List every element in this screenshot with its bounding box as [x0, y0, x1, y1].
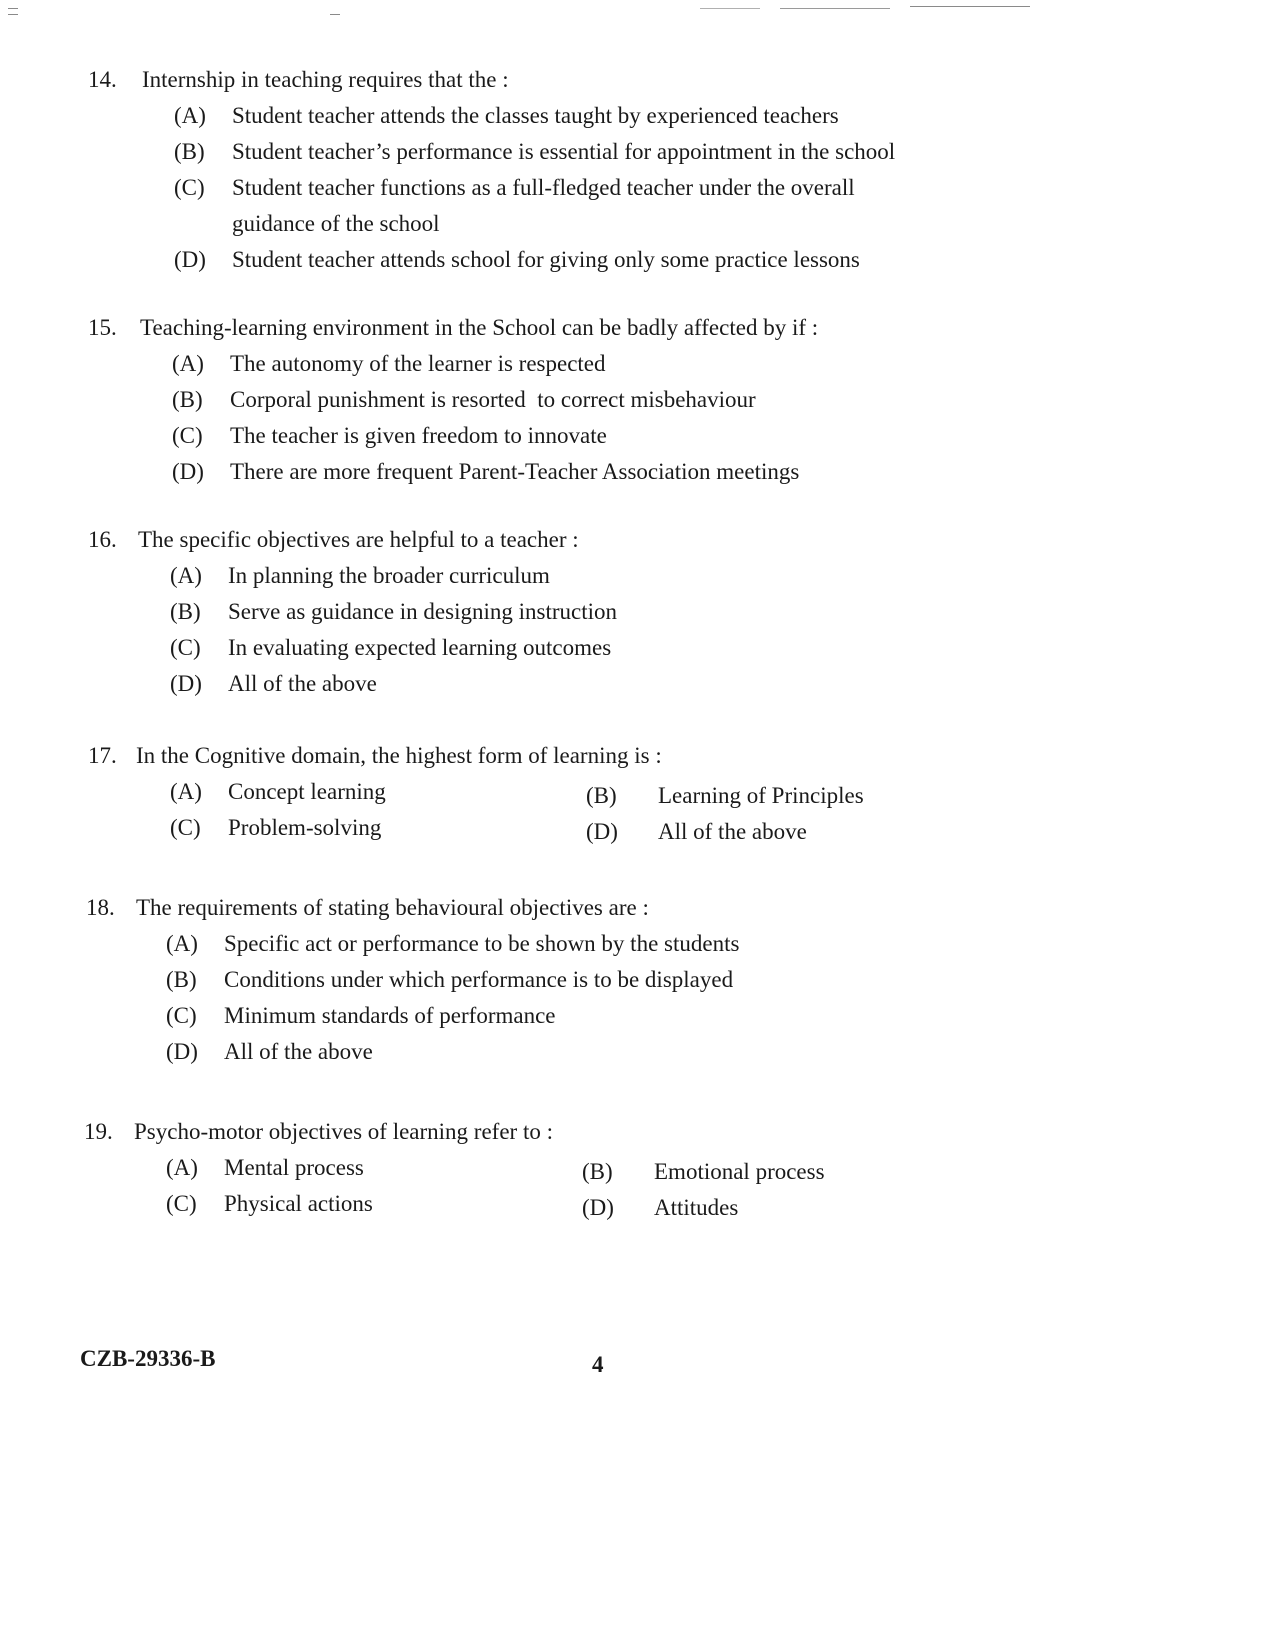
- question-14: [88, 62, 1048, 278]
- option-text: Student teacher’s performance is essential for appointment in the school: [232, 139, 896, 164]
- option-letter: (C): [166, 1191, 197, 1216]
- question-text: The specific objectives are helpful to a teacher :: [138, 527, 579, 552]
- option-text: Learning of Principles: [658, 783, 864, 808]
- question-text: The requirements of stating behavioural objectives are :: [136, 895, 649, 920]
- option-d: [88, 666, 1048, 702]
- scan-artifact-line: [330, 14, 340, 15]
- question-text: In the Cognitive domain, the highest form of learning is :: [136, 743, 662, 768]
- question-18: [88, 890, 1048, 1070]
- option-letter: (C): [170, 815, 201, 840]
- scan-artifact-line: [8, 8, 18, 9]
- option-letter: (D): [586, 819, 618, 844]
- option-c: [88, 998, 1048, 1034]
- question-number: 17.: [88, 743, 117, 768]
- scan-artifact-line: [8, 14, 18, 15]
- option-list: [88, 346, 1048, 490]
- question-number: 15.: [88, 315, 117, 340]
- option-letter: (A): [172, 351, 204, 376]
- option-letter: (B): [582, 1159, 613, 1184]
- option-letter: (B): [586, 783, 617, 808]
- question-stem: [88, 522, 1048, 558]
- option-letter: (B): [166, 967, 197, 992]
- option-text: Problem-solving: [228, 815, 382, 840]
- option-row: [88, 810, 1048, 846]
- option-d: [88, 1034, 1048, 1070]
- question-number: 18.: [86, 895, 115, 920]
- option-letter: (C): [172, 423, 203, 448]
- option-letter: (C): [170, 635, 201, 660]
- option-text: All of the above: [658, 819, 807, 844]
- option-letter: (B): [170, 599, 201, 624]
- option-text: All of the above: [224, 1039, 373, 1064]
- option-text: Conditions under which performance is to be displayed: [224, 967, 734, 992]
- option-letter: (D): [174, 247, 206, 272]
- option-text: Mental process: [224, 1155, 364, 1180]
- option-letter: (A): [170, 563, 202, 588]
- option-b: [88, 134, 1048, 170]
- option-text: Specific act or performance to be shown by the students: [224, 931, 740, 956]
- option-letter: (C): [166, 1003, 197, 1028]
- option-text: Minimum standards of performance: [224, 1003, 556, 1028]
- option-c: [88, 170, 1048, 242]
- option-text: The autonomy of the learner is respected: [230, 351, 606, 376]
- option-letter: (D): [170, 671, 202, 696]
- option-d: [88, 242, 1048, 278]
- question-number: 19.: [84, 1119, 113, 1144]
- question-stem: [88, 890, 1048, 926]
- option-letter: (A): [174, 103, 206, 128]
- question-17: [88, 738, 1048, 846]
- option-list: [88, 98, 1048, 278]
- option-b: [88, 594, 1048, 630]
- option-a: [88, 558, 1048, 594]
- option-text: There are more frequent Parent-Teacher Association meetings: [230, 459, 800, 484]
- question-stem: [88, 310, 1048, 346]
- question-text: Internship in teaching requires that the :: [142, 67, 509, 92]
- option-text: The teacher is given freedom to innovate: [230, 423, 607, 448]
- option-text: Corporal punishment is resorted to correct misbehaviour: [230, 387, 756, 412]
- option-text: Student teacher attends school for giving only some practice lessons: [232, 247, 860, 272]
- option-text: Serve as guidance in designing instruction: [228, 599, 618, 624]
- option-c: [88, 630, 1048, 666]
- option-letter: (B): [172, 387, 203, 412]
- question-number: 16.: [88, 527, 117, 552]
- question-19: [84, 1114, 1048, 1222]
- option-d: [88, 454, 1048, 490]
- option-text: Student teacher attends the classes taught by experienced teachers: [232, 103, 839, 128]
- option-b: [88, 382, 1048, 418]
- option-letter: (D): [582, 1195, 614, 1220]
- option-row: [88, 774, 1048, 810]
- option-row: [88, 1150, 1048, 1186]
- question-stem: [88, 738, 1048, 774]
- question-text: Psycho-motor objectives of learning refer to :: [134, 1119, 553, 1144]
- option-row: [88, 1186, 1048, 1222]
- option-a: [88, 926, 1048, 962]
- option-list: [88, 926, 1048, 1070]
- option-b: [88, 962, 1048, 998]
- option-letter: (A): [166, 1155, 198, 1180]
- option-a: [88, 346, 1048, 382]
- option-list: [88, 558, 1048, 702]
- option-letter: (A): [170, 779, 202, 804]
- scan-artifact-line: [910, 6, 1030, 7]
- option-letter: (D): [166, 1039, 198, 1064]
- option-letter: (B): [174, 139, 205, 164]
- question-15: [88, 310, 1048, 490]
- scan-artifact-line: [700, 8, 760, 9]
- question-text: Teaching-learning environment in the School can be badly affected by if :: [140, 315, 819, 340]
- scan-artifact-line: [780, 8, 890, 9]
- option-text: Emotional process: [654, 1159, 825, 1184]
- option-a: [88, 98, 1048, 134]
- question-number: 14.: [88, 67, 117, 92]
- option-text: Attitudes: [654, 1195, 739, 1220]
- question-stem: [88, 62, 1048, 98]
- option-text: All of the above: [228, 671, 377, 696]
- option-text: Concept learning: [228, 779, 386, 804]
- option-letter: (C): [174, 175, 205, 200]
- option-letter: (A): [166, 931, 198, 956]
- option-text: Physical actions: [224, 1191, 373, 1216]
- option-text: Student teacher functions as a full-fledged teacher under the overall guidance of the school: [232, 175, 855, 236]
- question-stem: [84, 1114, 1048, 1150]
- option-c: [88, 418, 1048, 454]
- option-text: In planning the broader curriculum: [228, 563, 550, 588]
- option-text: In evaluating expected learning outcomes: [228, 635, 612, 660]
- booklet-code: CZB-29336-B: [80, 1346, 216, 1371]
- option-letter: (D): [172, 459, 204, 484]
- page-number: 4: [592, 1352, 604, 1377]
- question-16: [88, 522, 1048, 702]
